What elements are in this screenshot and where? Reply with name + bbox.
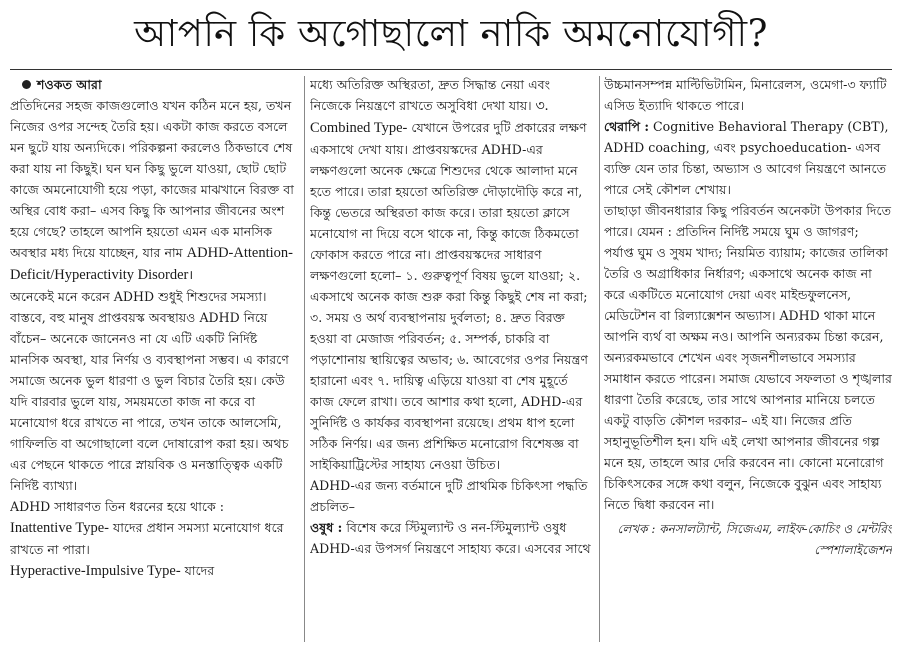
- drug-description: বিশেষ করে স্টিমুল্যান্ট ও নন-স্টিমুল্যান্ট ওষুধ ADHD-এর উপসর্গ নিয়ন্ত্রণে সাহায্য করে। এসবের সাথে: [310, 520, 591, 556]
- paragraph: ADHD-এর জন্য বর্তমানে দুটি প্রাথমিক চিকিৎসা পদ্ধতি প্রচলিত–: [310, 478, 588, 514]
- bullet-icon: [22, 80, 31, 89]
- column-separator: [304, 76, 305, 642]
- paragraph: ADHD সাধারণত তিন ধরনের হয়ে থাকে :: [10, 499, 225, 514]
- paragraph: [10, 560, 300, 582]
- type-label: ৩. Combined Type-: [310, 98, 549, 136]
- paragraph-text: মধ্যে অতিরিক্ত অস্থিরতা, দ্রুত সিদ্ধান্ত নেয়া এবং নিজেকে নিয়ন্ত্রণে রাখতে অসুবিধা দেখা যায়।: [310, 77, 551, 113]
- paragraph: তাছাড়া জীবনধারার কিছু পরিবর্তন অনেকটা উপকার দিতে পারে। যেমন : প্রতিদিন নির্দিষ্ট সময়ে ঘুম ও জাগরণ; পর্যাপ্ত ঘুম ও সুষম খাদ্য; নিয়মিত ব্যায়াম; কাজের তালিকা তৈরি ও অগ্রাধিকার নির্ধারণ; একসাথে অনেক কাজ না করে একটিতে মনোযোগ দেয়া এবং মাইন্ডফুলনেস, মেডিটেশন বা রিল্যাক্সেশন অভ্যাস। ADHD থাকা মানে আপনি ব্যর্থ বা অক্ষম নও। আপনি অন্যরকম চিন্তা করেন, অন্যরকমভাবে শেখেন এবং সৃজনশীলভাবে সমস্যার সমাধান করতে পারেন। সমাজ যেভাবে সফলতা ও শৃঙ্খলার ধারণা তৈরি করেছে, তার সাথে আপনার মানিয়ে চলতে একটু বাড়তি কৌশল দরকার– এই যা। নিজের প্রতি সহানুভূতিশীল হন। যদি এই লেখা আপনার জীবনের গল্প মনে হয়, তাহলে আর দেরি করবেন না। কোনো মনোরোগ চিকিৎসকের সঙ্গে কথা বলুন, নিজেকে বুঝুন এবং সাহায্য নিতে দ্বিধা করবেন না।: [604, 203, 892, 512]
- headline-rule: [10, 69, 892, 70]
- adhd-term: ADHD-Attention-Deficit/Hyperactivity Disorder: [10, 245, 293, 283]
- therapy-label: থেরাপি :: [604, 119, 650, 134]
- type-label: Hyperactive-Impulsive Type-: [10, 563, 181, 579]
- paragraph: [10, 95, 300, 286]
- type-description: যেখানে উপরের দুটি প্রকারের লক্ষণ একসাথে দেখা যায়। প্রাপ্তবয়স্কদের ADHD-এর লক্ষণগুলো অনেক ক্ষেত্রে শিশুদের থেকে আলাদা মনে হতে পারে। তারা হয়তো অতিরিক্ত দৌড়াদৌড়ি করে না, কিন্তু ভেতরে অস্থিরতা কাজ করে। তারা হয়তো ক্লাসে মনোযোগ না দিয়ে বসে থাকে না, কিন্তু কাজে ঠিকমতো ফোকাস করতে পারে না। প্রাপ্তবয়স্কদের সাধারণ লক্ষণগুলো হলো– ১. গুরুত্বপূর্ণ বিষয় ভুলে যাওয়া; ২. একসাথে অনেক কাজ শুরু করা কিন্তু কিছুই শেষ না করা; ৩. সময় ও অর্থ ব্যবস্থাপনায় দুর্বলতা; ৪. দ্রুত বিরক্ত হওয়া বা মেজাজ পরিবর্তন; ৫. সম্পর্ক, চাকরি বা পড়াশোনায় স্থায়িত্বের অভাব; ৬. আবেগের ওপর নিয়ন্ত্রণ হারানো এবং ৭. দায়িত্ব এড়িয়ে যাওয়া বা শেষ মুহূর্তে কাজ ফেলে রাখা। তবে আশার কথা হলো, ADHD-এর সুনির্দিষ্ট ও কার্যকর ব্যবস্থাপনা রয়েছে। প্রথম ধাপ হলো সঠিক নির্ণয়। এর জন্য প্রশিক্ষিত মনোরোগ বিশেষজ্ঞ বা সাইকিয়াট্রিস্টের সাহায্য নেওয়া উচিত।: [310, 120, 588, 472]
- paragraph: [310, 74, 595, 475]
- paragraph-text: প্রতিদিনের সহজ কাজগুলোও যখন কঠিন মনে হয়, তখন নিজের ওপর সন্দেহ তৈরি হয়। একটা কাজ করতে বসলে মন ছুটে যায় অন্যদিকে। পরিকল্পনা করলেও ঠিকভাবে শেষ করা যায় না কিছুই। ঘন ঘন কিছু ভুলে যাওয়া, ছোট ছোট কাজে অমনোযোগী হয়ে পড়া, কাজের মাঝখানে বিরক্ত বা অস্থির বোধ করা– এসব কিছু কি আপনার জীবনের অংশ হয়ে গেছে? তাহলে আপনি হয়তো এমন এক মানসিক অবস্থার মধ্য দিয়ে যাচ্ছেন, যার নাম: [10, 98, 294, 260]
- drug-label: ওষুধ :: [310, 520, 343, 535]
- type-description: যাদের প্রধান সমস্যা মনোযোগ ধরে রাখতে না পারা।: [10, 520, 284, 557]
- paragraph: [310, 517, 595, 559]
- author-credit: লেখক : কনসালট্যান্ট, সিজেএম, লাইফ-কোচিং ও মেন্টরিং স্পেশালাইজেশন: [617, 522, 892, 557]
- column-1: [10, 74, 300, 654]
- headline: আপনি কি অগোছালো নাকি অমনোযোগী?: [134, 12, 768, 55]
- byline: [10, 74, 300, 95]
- paragraph: উচ্চমানসম্পন্ন মাল্টিভিটামিন, মিনারেলস, ওমেগা-৩ ফ্যাটি এসিড ইত্যাদি থাকতে পারে।: [604, 77, 887, 113]
- therapy-description: Cognitive Behavioral Therapy (CBT), ADHD coaching, এবং psychoeducation- এসব ব্যক্তি যেন তার চিন্তা, অভ্যাস ও আবেগ নিয়ন্ত্রণে আনতে পারে সেই কৌশল শেখায়।: [604, 119, 889, 197]
- paragraph: [10, 517, 300, 560]
- type-label: Inattentive Type-: [10, 520, 109, 536]
- column-3: [604, 74, 892, 654]
- author-name: শওকত আরা: [37, 77, 102, 92]
- paragraph: [604, 116, 892, 200]
- column-separator: [599, 76, 600, 642]
- paragraph: অনেকেই মনে করেন ADHD শুধুই শিশুদের সমস্যা। বাস্তবে, বহু মানুষ প্রাপ্তবয়স্ক অবস্থায়ও ADHD নিয়ে বাঁচেন– অনেকে জানেনও না যে এটি একটি নির্দিষ্ট মানসিক অবস্থা, যার নির্ণয় ও ব্যবস্থাপনা সম্ভব। এ কারণে সমাজে অনেক ভুল ধারণা ও ভুল বিচার তৈরি হয়। কেউ যদি বারবার ভুলে যায়, সময়মতো কাজ না করে বা মনোযোগ ধরে রাখতে না পারে, তখন তাকে আলসেমি, গাফিলতি বা অগোছালো বলে দোষারোপ করা হয়। অথচ এর পেছনে থাকতে পারে স্নায়বিক ও মনস্তাত্ত্বিক একটি নির্দিষ্ট ব্যাখ্যা।: [10, 289, 289, 493]
- type-description: যাদের: [180, 563, 215, 578]
- paragraph-end: ।: [188, 267, 194, 282]
- column-2: [310, 74, 595, 654]
